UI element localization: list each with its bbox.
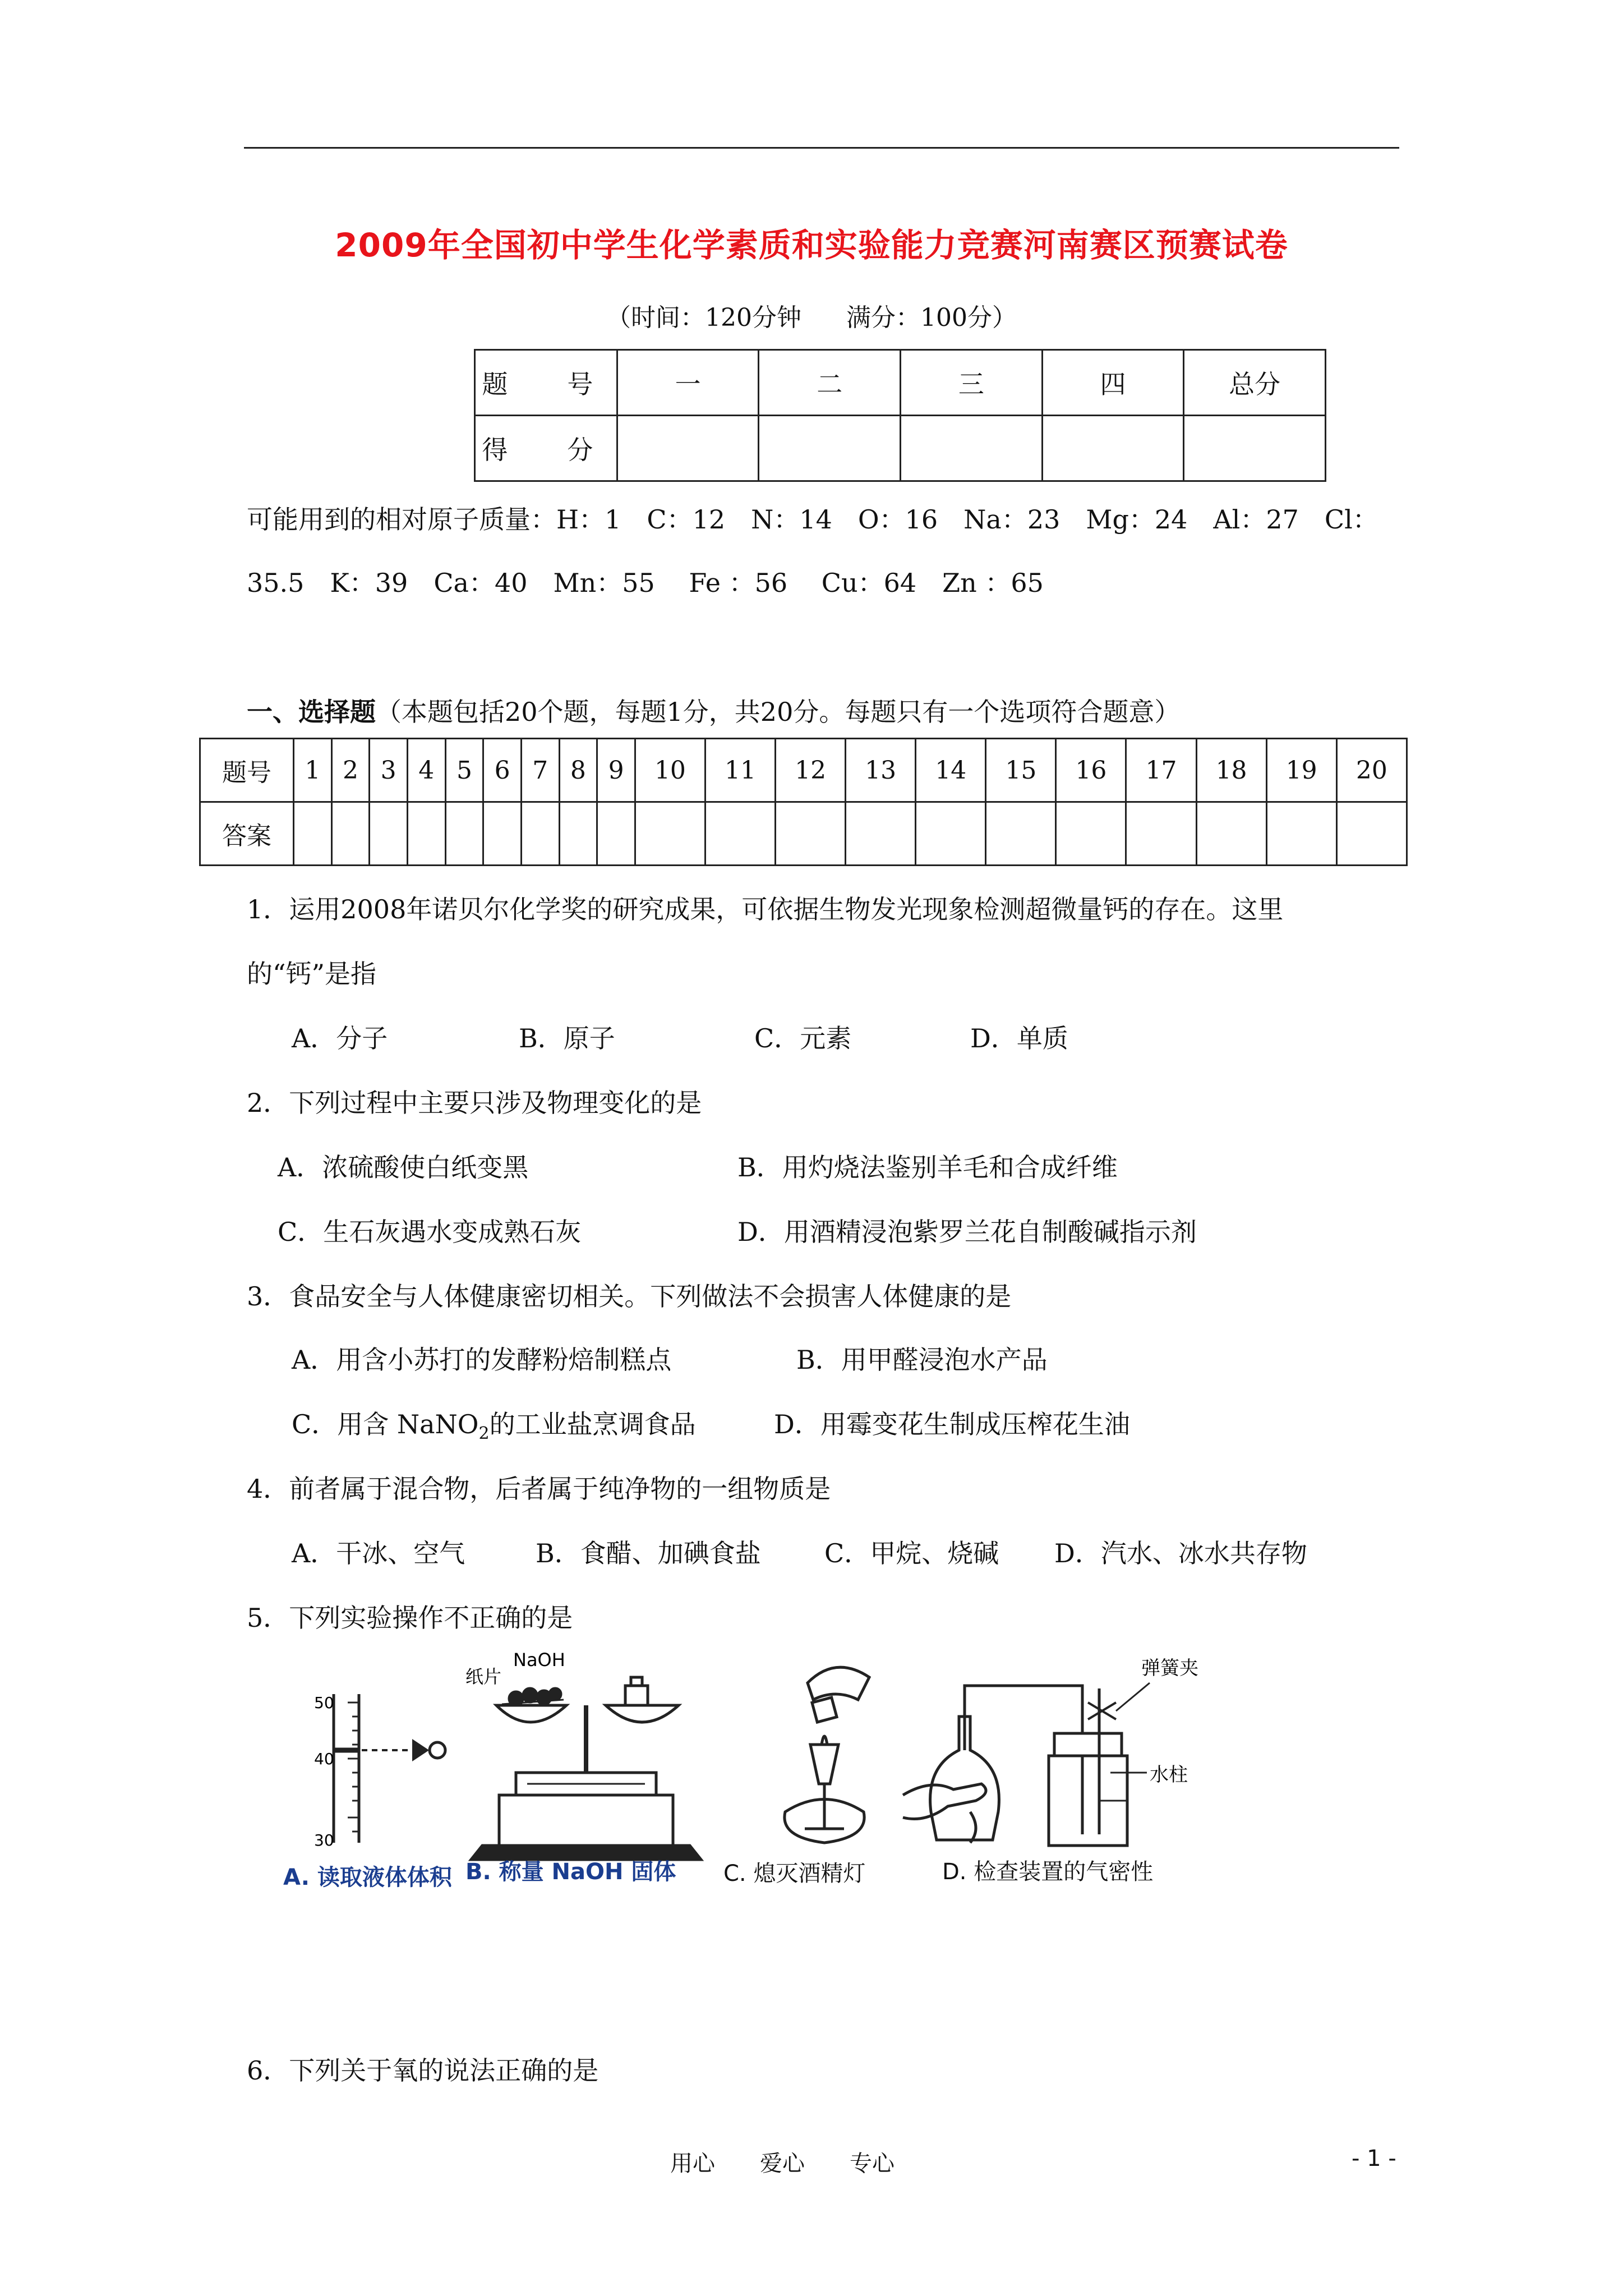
answer-table-number: 10 bbox=[635, 739, 705, 802]
question-3-option-d: D．用霉变花生制成压榨花生油 bbox=[774, 1409, 1130, 1439]
answer-table-blank bbox=[331, 802, 370, 866]
question-2-option-d: D．用酒精浸泡紫罗兰花自制酸碱指示剂 bbox=[737, 1217, 1197, 1247]
question-1-option-b: B．原子 bbox=[519, 1023, 615, 1053]
question-3-option-a: A．用含小苏打的发酵粉焙制糕点 bbox=[292, 1345, 672, 1375]
score-table-cell: 得 分 bbox=[475, 416, 617, 481]
question-6-stem: 6．下列关于氧的说法正确的是 bbox=[247, 2055, 599, 2086]
question-1-option-c: C．元素 bbox=[754, 1023, 852, 1053]
airtightness-apparatus-icon bbox=[903, 1683, 1150, 1846]
exam-title: 2009年全国初中学生化学素质和实验能力竞赛河南赛区预赛试卷 bbox=[335, 226, 1288, 264]
figure-caption-b: B. 称量 NaOH 固体 bbox=[465, 1859, 676, 1885]
figure-caption-c: C. 熄灭酒精灯 bbox=[723, 1861, 866, 1887]
score-table-cell bbox=[1042, 416, 1184, 481]
answer-table-blank bbox=[597, 802, 635, 866]
answer-table-blank bbox=[521, 802, 559, 866]
spring-clip-label: 弹簧夹 bbox=[1141, 1657, 1198, 1680]
answer-table-number: 4 bbox=[407, 739, 445, 802]
answer-table-blank bbox=[846, 802, 916, 866]
answer-table-blank bbox=[635, 802, 705, 866]
answer-table-blank bbox=[483, 802, 522, 866]
full-score: 满分：100分） bbox=[846, 303, 1017, 332]
answer-table-number: 7 bbox=[521, 739, 559, 802]
answer-table-number: 15 bbox=[986, 739, 1056, 802]
question-3-option-c-prefix: C．用含 NaNO bbox=[292, 1409, 479, 1439]
question-4-option-b: B．食醋、加碘食盐 bbox=[536, 1538, 761, 1568]
question-5-stem: 5．下列实验操作不正确的是 bbox=[247, 1603, 573, 1633]
answer-table-blank bbox=[445, 802, 483, 866]
answer-table-number: 5 bbox=[445, 739, 483, 802]
score-table-cell bbox=[617, 416, 759, 481]
answer-table-blank bbox=[1056, 802, 1126, 866]
question-3-stem: 3．食品安全与人体健康密切相关。下列做法不会损害人体健康的是 bbox=[247, 1281, 1012, 1312]
question-1-stem-line-2: 的“钙”是指 bbox=[247, 959, 377, 989]
question-1-option-d: D．单质 bbox=[970, 1023, 1068, 1053]
question-3-option-c bbox=[292, 1404, 696, 1443]
figure-caption-a: A. 读取液体体积 bbox=[283, 1865, 452, 1890]
score-table-cell bbox=[759, 416, 901, 481]
answer-table-blank bbox=[986, 802, 1056, 866]
atomic-mass-line-2: 35.5 K：39 Ca：40 Mn：55 Fe ：56 Cu：64 Zn ：65 bbox=[247, 568, 1044, 598]
answer-table-blank bbox=[559, 802, 597, 866]
answer-table-number: 20 bbox=[1336, 739, 1407, 802]
figure-caption-d: D. 检查装置的气密性 bbox=[942, 1859, 1154, 1885]
naoh-label: NaOH bbox=[513, 1649, 565, 1671]
question-1-stem-line-1: 1．运用2008年诺贝尔化学奖的研究成果，可依据生物发光现象检测超微量钙的存在。这里 bbox=[247, 894, 1284, 924]
answer-table-number: 2 bbox=[331, 739, 370, 802]
question-2-stem: 2．下列过程中主要只涉及物理变化的是 bbox=[247, 1088, 702, 1118]
answer-table-number: 18 bbox=[1196, 739, 1266, 802]
page-number: - 1 - bbox=[1352, 2146, 1396, 2171]
footer-motto: 用心 爱心 专心 bbox=[670, 2151, 895, 2177]
answer-table-blank bbox=[407, 802, 445, 866]
score-table-cell bbox=[901, 416, 1043, 481]
answer-table-blank bbox=[1126, 802, 1196, 866]
section-1-heading bbox=[247, 692, 1180, 729]
answer-table-blank bbox=[1196, 802, 1266, 866]
answer-table-number: 6 bbox=[483, 739, 522, 802]
header-rule bbox=[244, 147, 1399, 149]
question-3-option-c-subscript: 2 bbox=[478, 1424, 490, 1444]
score-table-cell: 总分 bbox=[1184, 350, 1326, 416]
question-2-option-b: B．用灼烧法鉴别羊毛和合成纤维 bbox=[737, 1152, 1118, 1182]
answer-table-blank bbox=[294, 802, 332, 866]
answer-table-answer-row bbox=[200, 802, 1407, 866]
answer-table-number-row bbox=[200, 739, 1407, 802]
question-4-stem: 4．前者属于混合物，后者属于纯净物的一组物质是 bbox=[247, 1474, 831, 1504]
alcohol-lamp-icon bbox=[785, 1667, 869, 1843]
answer-table-number: 9 bbox=[597, 739, 635, 802]
score-table-cell: 四 bbox=[1042, 350, 1184, 416]
section-1-title: 一、选择题 bbox=[247, 697, 376, 727]
answer-table-number: 8 bbox=[559, 739, 597, 802]
answer-table-blank bbox=[370, 802, 408, 866]
water-column-label: 水柱 bbox=[1150, 1764, 1188, 1786]
exam-subtitle bbox=[0, 297, 1623, 333]
answer-table-number: 14 bbox=[916, 739, 986, 802]
cylinder-mark-40: 40 bbox=[314, 1750, 334, 1768]
answer-table-number: 1 bbox=[294, 739, 332, 802]
question-3-option-b: B．用甲醛浸泡水产品 bbox=[796, 1345, 1048, 1375]
answer-table-blank bbox=[705, 802, 775, 866]
score-table-cell bbox=[1184, 416, 1326, 481]
answer-table-number: 13 bbox=[846, 739, 916, 802]
score-table-cell: 题 号 bbox=[475, 350, 617, 416]
question-1-option-a: A．分子 bbox=[292, 1023, 388, 1053]
score-table-cell: 二 bbox=[759, 350, 901, 416]
answer-table-blank bbox=[1266, 802, 1336, 866]
answer-table-number: 11 bbox=[705, 739, 775, 802]
answer-table-number: 19 bbox=[1266, 739, 1336, 802]
answer-table-number: 3 bbox=[370, 739, 408, 802]
question-4-option-c: C．甲烷、烧碱 bbox=[824, 1538, 999, 1568]
question-2-option-c: C．生石灰遇水变成熟石灰 bbox=[278, 1217, 582, 1247]
answer-table-number: 16 bbox=[1056, 739, 1126, 802]
question-4-option-d: D．汽水、冰水共存物 bbox=[1054, 1538, 1307, 1568]
answer-table bbox=[199, 738, 1408, 866]
score-table-cell: 一 bbox=[617, 350, 759, 416]
paper-label: 纸片 bbox=[465, 1666, 502, 1687]
answer-table-label: 答案 bbox=[200, 802, 294, 866]
cylinder-mark-30: 30 bbox=[314, 1831, 334, 1849]
answer-table-blank bbox=[1336, 802, 1407, 866]
graduated-cylinder-icon bbox=[334, 1694, 445, 1843]
answer-table-number: 17 bbox=[1126, 739, 1196, 802]
atomic-mass-line-1: 可能用到的相对原子质量：H：1 C：12 N：14 O：16 Na：23 Mg：24 Al：27 Cl： bbox=[247, 504, 1378, 535]
score-table-score-row bbox=[475, 416, 1326, 481]
question-2-option-a: A．浓硫酸使白纸变黑 bbox=[278, 1152, 529, 1182]
answer-table-blank bbox=[916, 802, 986, 866]
answer-table-label: 题号 bbox=[200, 739, 294, 802]
time-limit: （时间：120分钟 bbox=[606, 303, 801, 332]
score-table-header-row bbox=[475, 350, 1326, 416]
score-table-cell: 三 bbox=[901, 350, 1043, 416]
balance-scale-icon bbox=[471, 1677, 701, 1860]
answer-table-blank bbox=[776, 802, 846, 866]
cylinder-mark-50: 50 bbox=[314, 1694, 334, 1712]
question-4-option-a: A．干冰、空气 bbox=[292, 1538, 465, 1568]
question-3-option-c-suffix: 的工业盐烹调食品 bbox=[489, 1409, 696, 1439]
section-1-description: （本题包括20个题，每题1分，共20分。每题只有一个选项符合题意） bbox=[376, 697, 1181, 727]
answer-table-number: 12 bbox=[776, 739, 846, 802]
score-table bbox=[474, 349, 1326, 482]
